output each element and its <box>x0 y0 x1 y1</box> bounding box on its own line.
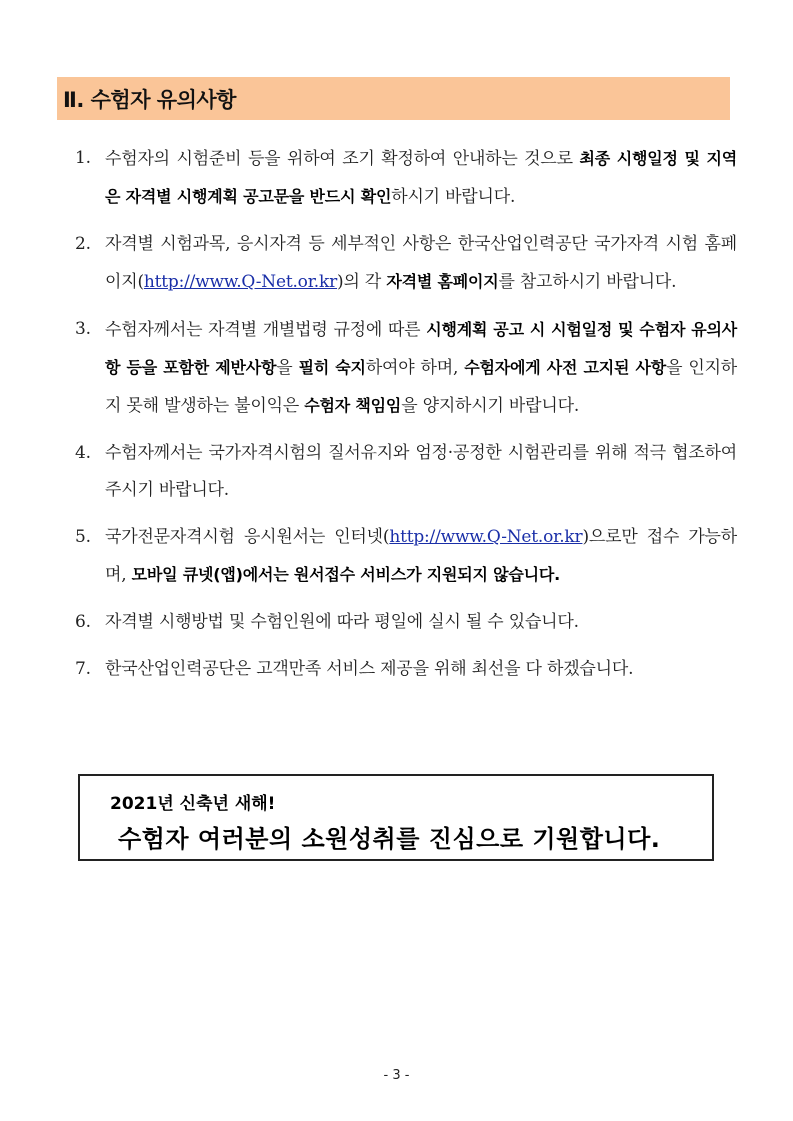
section-header <box>57 77 730 120</box>
notice-list <box>75 140 737 698</box>
greeting-box <box>78 774 714 861</box>
emphasized-text: 필히 숙지 <box>298 358 366 377</box>
emphasized-text: 수험자 책임임 <box>304 396 402 415</box>
list-item <box>75 519 737 594</box>
list-item-number: 1. <box>75 148 91 168</box>
list-item-text: 수험자의 시험준비 등을 위하여 조기 확정하여 안내하는 것으로 <box>105 149 580 169</box>
list-item <box>75 651 737 688</box>
list-item-text: 자격별 시행방법 및 수험인원에 따라 평일에 실시 될 수 있습니다. <box>105 612 579 632</box>
emphasized-text: 자격별 홈페이지 <box>386 272 499 291</box>
list-item-text: 를 참고하시기 바랍니다. <box>498 272 677 292</box>
list-item-number: 7. <box>75 659 91 679</box>
list-item <box>75 604 737 641</box>
list-item-text: 하여야 하며, <box>365 358 465 378</box>
emphasized-text: 수험자에게 사전 고지된 사항 <box>464 358 667 377</box>
list-item-text: 자격별 시험과목, 응시자격 등 세부적인 사항은 한국산업인력공단 국가자격 시험 홈페이지( <box>105 234 737 292</box>
list-item-number: 3. <box>75 319 91 339</box>
list-item-text: 수험자께서는 자격별 개별법령 규정에 따른 <box>105 320 427 340</box>
qnet-link[interactable]: http://www.Q-Net.or.kr <box>143 272 338 292</box>
list-item-text: 국가전문자격시험 응시원서는 인터넷( <box>105 527 390 547</box>
emphasized-text: 모바일 큐넷(앱)에서는 원서접수 서비스가 지원되지 않습니다. <box>131 565 560 584</box>
list-item-number: 2. <box>75 234 91 254</box>
list-item-text: )으로만 접수 가능하며, <box>105 527 737 585</box>
list-item-text: 한국산업인력공단은 고객만족 서비스 제공을 위해 최선을 다 하겠습니다. <box>105 659 634 679</box>
list-item-text: 을 <box>276 358 299 378</box>
list-item-number: 4. <box>75 443 91 463</box>
list-item-text: 수험자께서는 국가자격시험의 질서유지와 엄정·공정한 시험관리를 위해 적극 협조하여 주시기 바랍니다. <box>105 443 737 500</box>
list-item-text: )의 각 <box>337 272 387 292</box>
section-title: Ⅱ. 수험자 유의사항 <box>63 87 236 112</box>
list-item <box>75 435 737 509</box>
list-item-text: 을 인지하지 못해 발생하는 불이익은 <box>105 358 738 416</box>
greeting-message: 수험자 여러분의 소원성취를 진심으로 기원합니다. <box>118 825 661 853</box>
list-item <box>75 226 737 301</box>
greeting-subtitle: 2021년 신축년 새해! <box>110 794 276 814</box>
list-item-text: 하시기 바랍니다. <box>391 187 516 207</box>
list-item-text: 을 양지하시기 바랍니다. <box>401 396 580 416</box>
list-item-number: 5. <box>75 527 91 547</box>
emphasized-text: 시행계획 공고 시 시험일정 및 수험자 유의사항 등을 포함한 제반사항 <box>105 320 737 377</box>
list-item <box>75 311 737 425</box>
emphasized-text: 최종 시행일정 및 지역은 자격별 시행계획 공고문을 반드시 확인 <box>105 149 737 206</box>
list-item <box>75 140 737 216</box>
page-number: - 3 - <box>383 1068 410 1083</box>
qnet-link[interactable]: http://www.Q-Net.or.kr <box>389 527 583 547</box>
list-item-number: 6. <box>75 612 91 632</box>
